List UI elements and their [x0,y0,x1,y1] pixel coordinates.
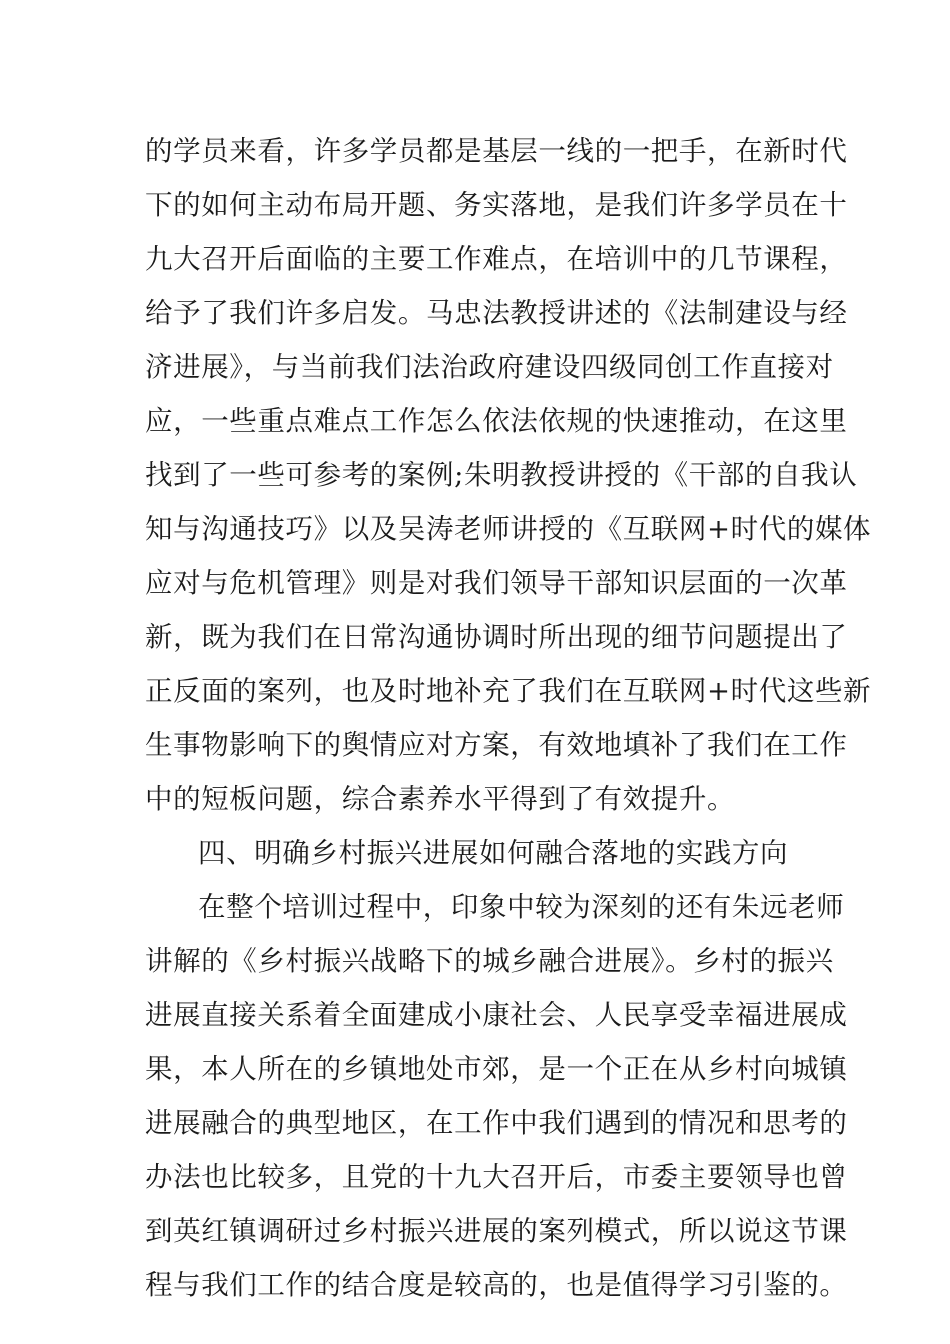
text-line: 办法也比较多，且党的十九大召开后，市委主要领导也曾 [145,1161,848,1193]
text-line: 应对与危机管理》则是对我们领导干部知识层面的一次革 [145,567,848,599]
text-line: 果，本人所在的乡镇地处市郊，是一个正在从乡村向城镇 [145,1053,848,1085]
text-line: 生事物影响下的舆情应对方案，有效地填补了我们在工作 [145,729,848,761]
text-line: 下的如何主动布局开题、务实落地，是我们许多学员在十 [145,189,848,221]
text-line: 应，一些重点难点工作怎么依法依规的快速推动，在这里 [145,405,848,437]
text-line: 新，既为我们在日常沟通协调时所出现的细节问题提出了 [145,621,848,653]
text-line: 在整个培训过程中，印象中较为深刻的还有朱远老师 [198,891,845,923]
text-line: 中的短板问题，综合素养水平得到了有效提升。 [145,783,736,815]
text-line: 到英红镇调研过乡村振兴进展的案列模式，所以说这节课 [145,1215,848,1247]
text-line: 进展直接关系着全面建成小康社会、人民享受幸福进展成 [145,999,848,1031]
text-line: 的学员来看，许多学员都是基层一线的一把手，在新时代 [145,135,848,167]
text-line: 讲解的《乡村振兴战略下的城乡融合进展》。乡村的振兴 [145,945,834,977]
section-heading: 四、明确乡村振兴进展如何融合落地的实践方向 [198,837,789,869]
text-line: 知与沟通技巧》以及吴涛老师讲授的《互联网+时代的媒体 [145,513,872,545]
text-line: 进展融合的典型地区，在工作中我们遇到的情况和思考的 [145,1107,848,1139]
text-line: 济进展》，与当前我们法治政府建设四级同创工作直接对 [145,351,834,383]
text-line: 九大召开后面临的主要工作难点，在培训中的几节课程， [145,243,848,275]
text-line: 正反面的案列，也及时地补充了我们在互联网+时代这些新 [145,675,872,707]
text-line: 给予了我们许多启发。马忠法教授讲述的《法制建设与经 [145,297,848,329]
text-line: 程与我们工作的结合度是较高的，也是值得学习引鉴的。 [145,1269,848,1301]
text-line: 找到了一些可参考的案例;朱明教授讲授的《干部的自我认 [145,459,858,491]
